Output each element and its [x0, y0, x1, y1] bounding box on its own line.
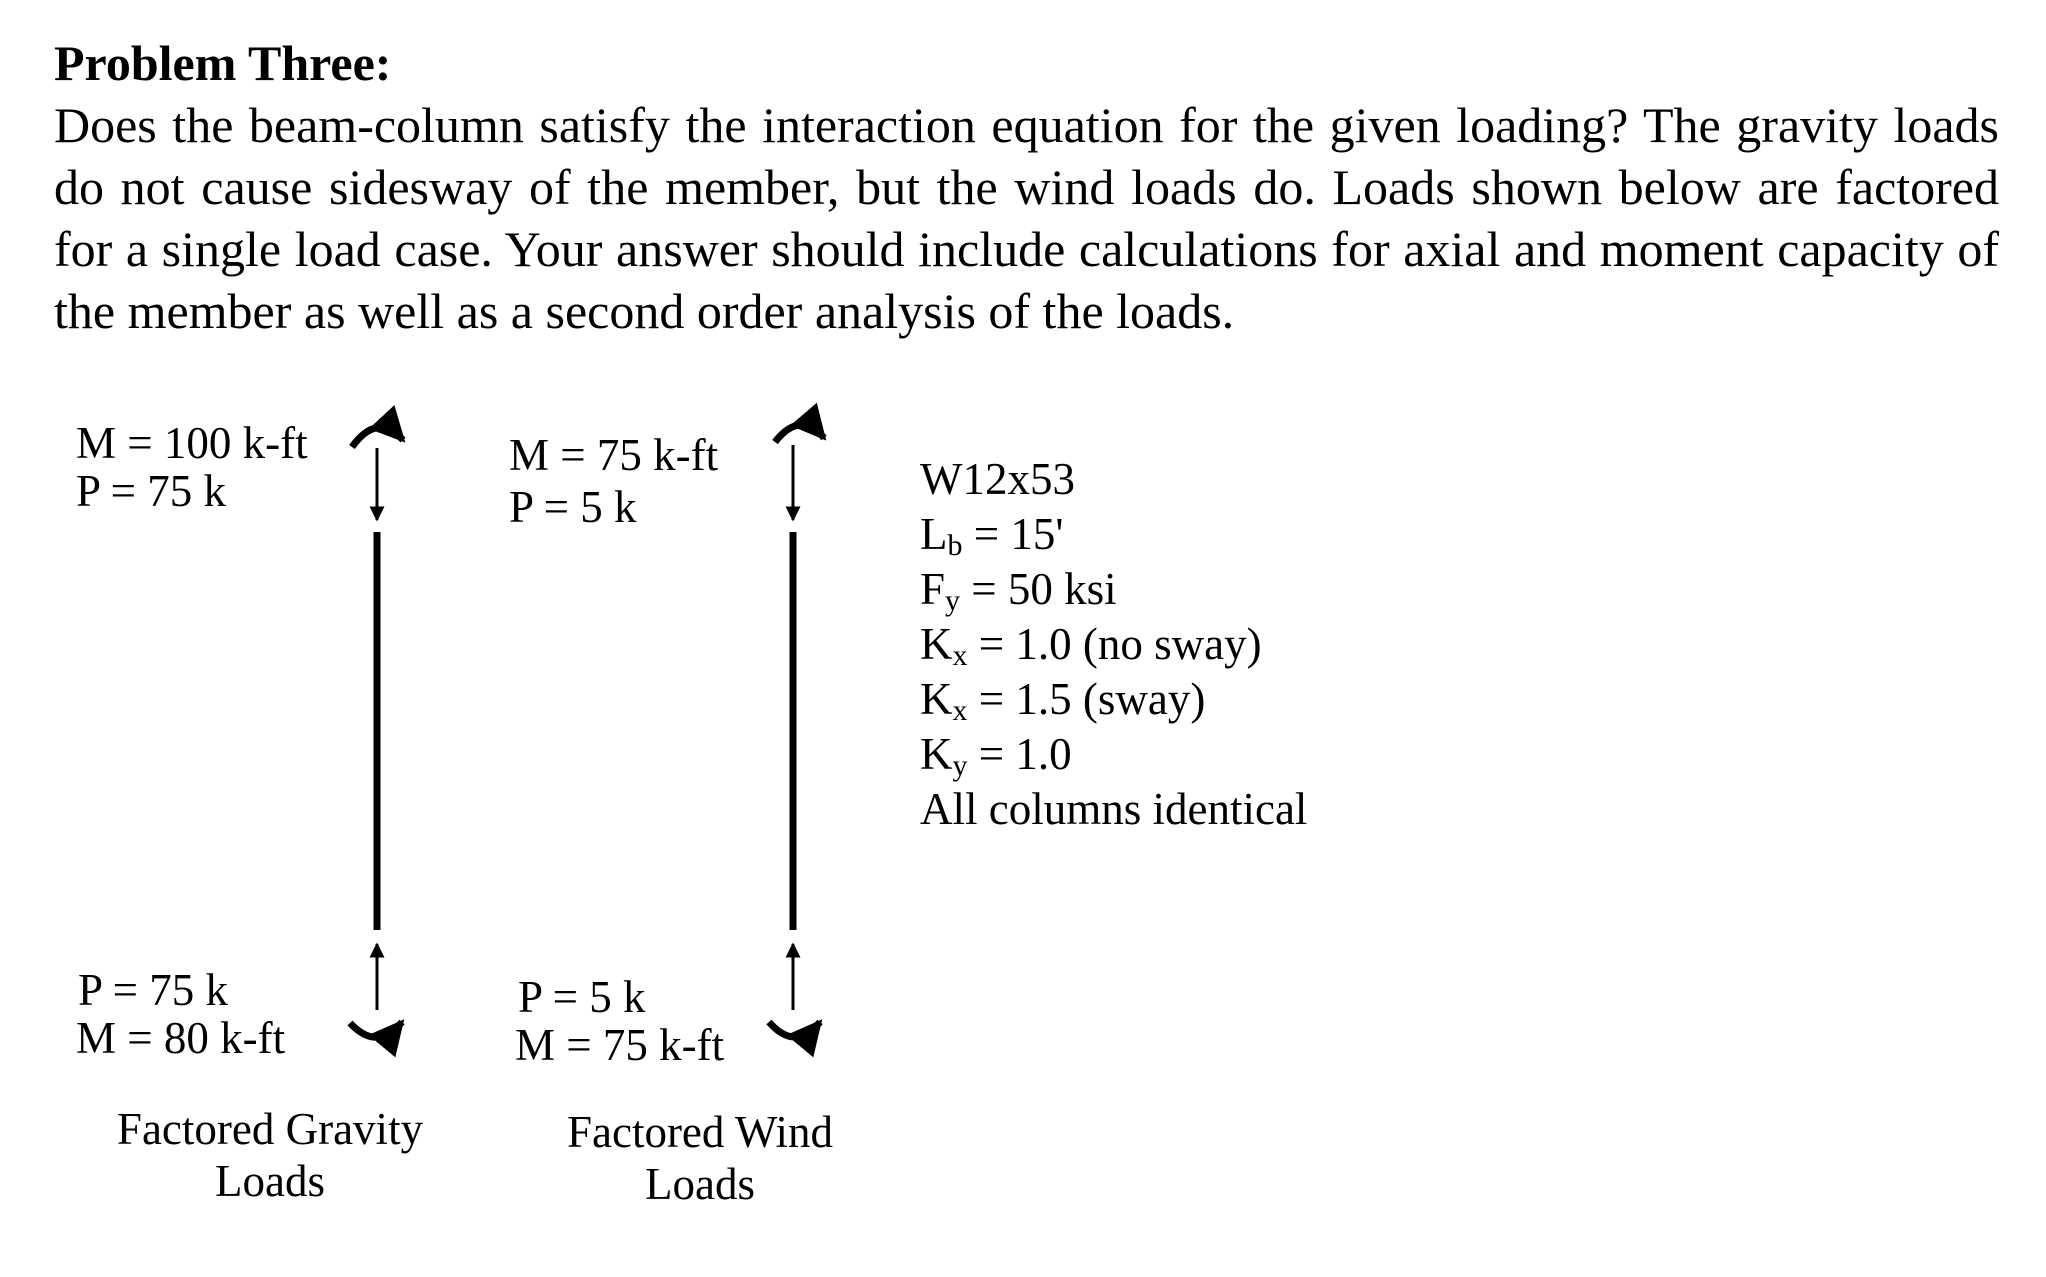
wind-top-moment-label: M = 75 k-ft [509, 430, 719, 480]
wind-top-axial-label: P = 5 k [509, 482, 637, 532]
gravity-caption-line1: Factored Gravity [116, 1104, 424, 1154]
gravity-caption [100, 1103, 440, 1207]
gravity-top-axial-label: P = 75 k [76, 466, 226, 516]
kx-sway: $K_x = 1.5$ (sway) [920, 674, 1206, 727]
wind-bottom-axial-label: P = 5 k [518, 972, 646, 1022]
yield-strength: $F_y = 50$ ksi [920, 564, 1117, 617]
wind-caption-line2: Loads [645, 1159, 755, 1209]
gravity-bottom-axial-label: P = 75 k [78, 965, 228, 1015]
wind-bottom-moment-label: M = 75 k-ft [515, 1020, 725, 1070]
wind-caption-line1: Factored Wind [566, 1107, 834, 1157]
wind-column [769, 425, 824, 1037]
gravity-caption-line2: Loads [215, 1156, 325, 1206]
gravity-column [350, 428, 403, 1038]
gravity-top-moment-arrow [352, 428, 403, 447]
problem-statement: Does the beam-column satisfy the interaction equation for the given loading? The gravity loads do not cause sidesway of the member, but the wind loads do. Loads shown below are factored for a single load case. Your answer should include calculations for axial and moment capacity of the member as well as a second order analysis of the loads. [54, 97, 1999, 339]
ky-factor: $K_y = 1.0$ [920, 729, 1072, 782]
section-designation: W12x53 [920, 454, 1075, 504]
kx-no-sway: $K_x = 1.0$ (no sway) [920, 619, 1262, 672]
problem-title: Problem Three: [54, 35, 392, 91]
gravity-bottom-moment-label: M = 80 k-ft [76, 1013, 286, 1063]
wind-caption [540, 1106, 860, 1210]
wind-top-moment-arrow [775, 425, 824, 442]
wind-bottom-moment-arrow [769, 1022, 820, 1037]
gravity-top-moment-label: M = 100 k-ft [76, 418, 308, 468]
member-properties [920, 452, 1307, 837]
unbraced-length: $L_b = 15'$ [920, 509, 1064, 562]
columns-note: All columns identical [920, 784, 1308, 834]
gravity-bottom-moment-arrow [350, 1022, 402, 1037]
